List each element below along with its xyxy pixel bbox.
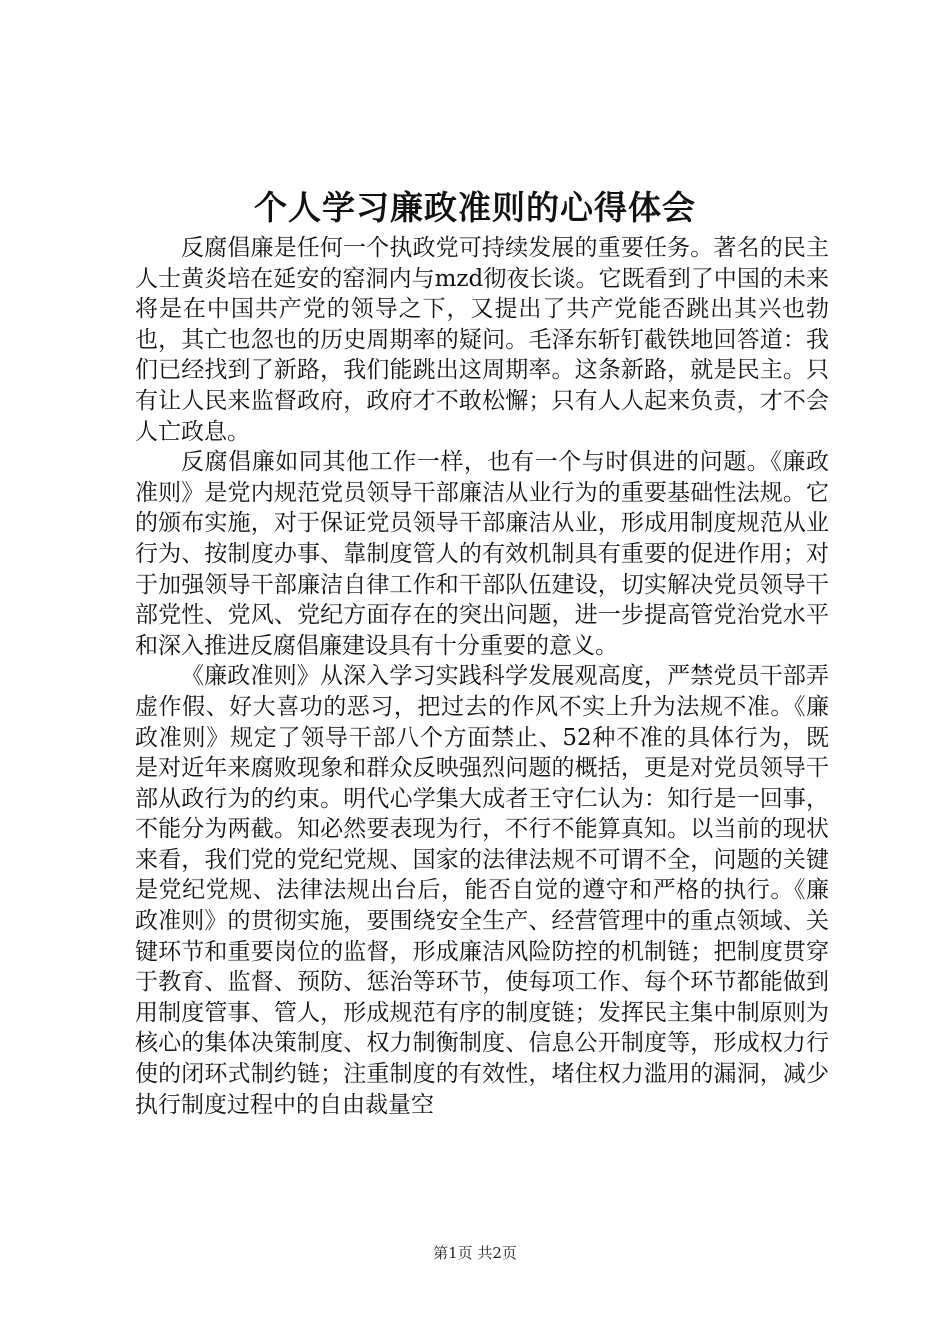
page-footer: 第1页 共2页 — [433, 1244, 517, 1262]
paragraph: 反腐倡廉是任何一个执政党可持续发展的重要任务。著名的民主人士黄炎培在延安的窑洞内与mzd彻夜长谈。它既看到了中国的未来将是在中国共产党的领导之下，又提出了共产党能否跳出其兴也勃也，其亡也忽也的历史周期率的疑问。毛泽东斩钉截铁地回答道：我们已经找到了新路，我们能跳出这周期率。这条新路，就是民主。只有让人民来监督政府，政府才不敢松懈；只有人人起来负责，才不会人亡政息。 — [135, 235, 829, 445]
paragraph: 《廉政准则》从深入学习实践科学发展观高度，严禁党员干部弄虚作假、好大喜功的恶习，把过去的作风不实上升为法规不准。《廉政准则》规定了领导干部八个方面禁止、52种不准的具体行为，既是对近年来腐败现象和群众反映强烈问题的概括，更是对党员领导干部从政行为的约束。明代心学集大成者王守仁认为：知行是一回事，不能分为两截。知必然要表现为行，不行不能算真知。以当前的现状来看，我们党的党纪党规、国家的法律法规不可谓不全，问题的关键是党纪党规、法律法规出台后，能否自觉的遵守和严格的执行。《廉政准则》的贯彻实施，要围绕安全生产、经营管理中的重点领域、关键环节和重要岗位的监督，形成廉洁风险防控的机制链；把制度贯穿于教育、监督、预防、惩治等环节，使每项工作、每个环节都能做到用制度管事、管人，形成规范有序的制度链；发挥民主集中制原则为核心的集体决策制度、权力制衡制度、信息公开制度等，形成权力行使的闭环式制约链；注重制度的有效性，堵住权力滥用的漏洞，减少执行制度过程中的自由裁量空 — [135, 663, 829, 1118]
document-title: 个人学习廉政准则的心得体会 — [254, 188, 696, 227]
document-body — [135, 233, 829, 1120]
paragraph: 反腐倡廉如同其他工作一样，也有一个与时俱进的问题。《廉政准则》是党内规范党员领导干部廉洁从业行为的重要基础性法规。它的颁布实施，对于保证党员领导干部廉洁从业，形成用制度规范从业行为、按制度办事、靠制度管人的有效机制具有重要的促进作用；对于加强领导干部廉洁自律工作和干部队伍建设，切实解决党员领导干部党性、党风、党纪方面存在的突出问题，进一步提高管党治党水平和深入推进反腐倡廉建设具有十分重要的意义。 — [135, 449, 829, 659]
